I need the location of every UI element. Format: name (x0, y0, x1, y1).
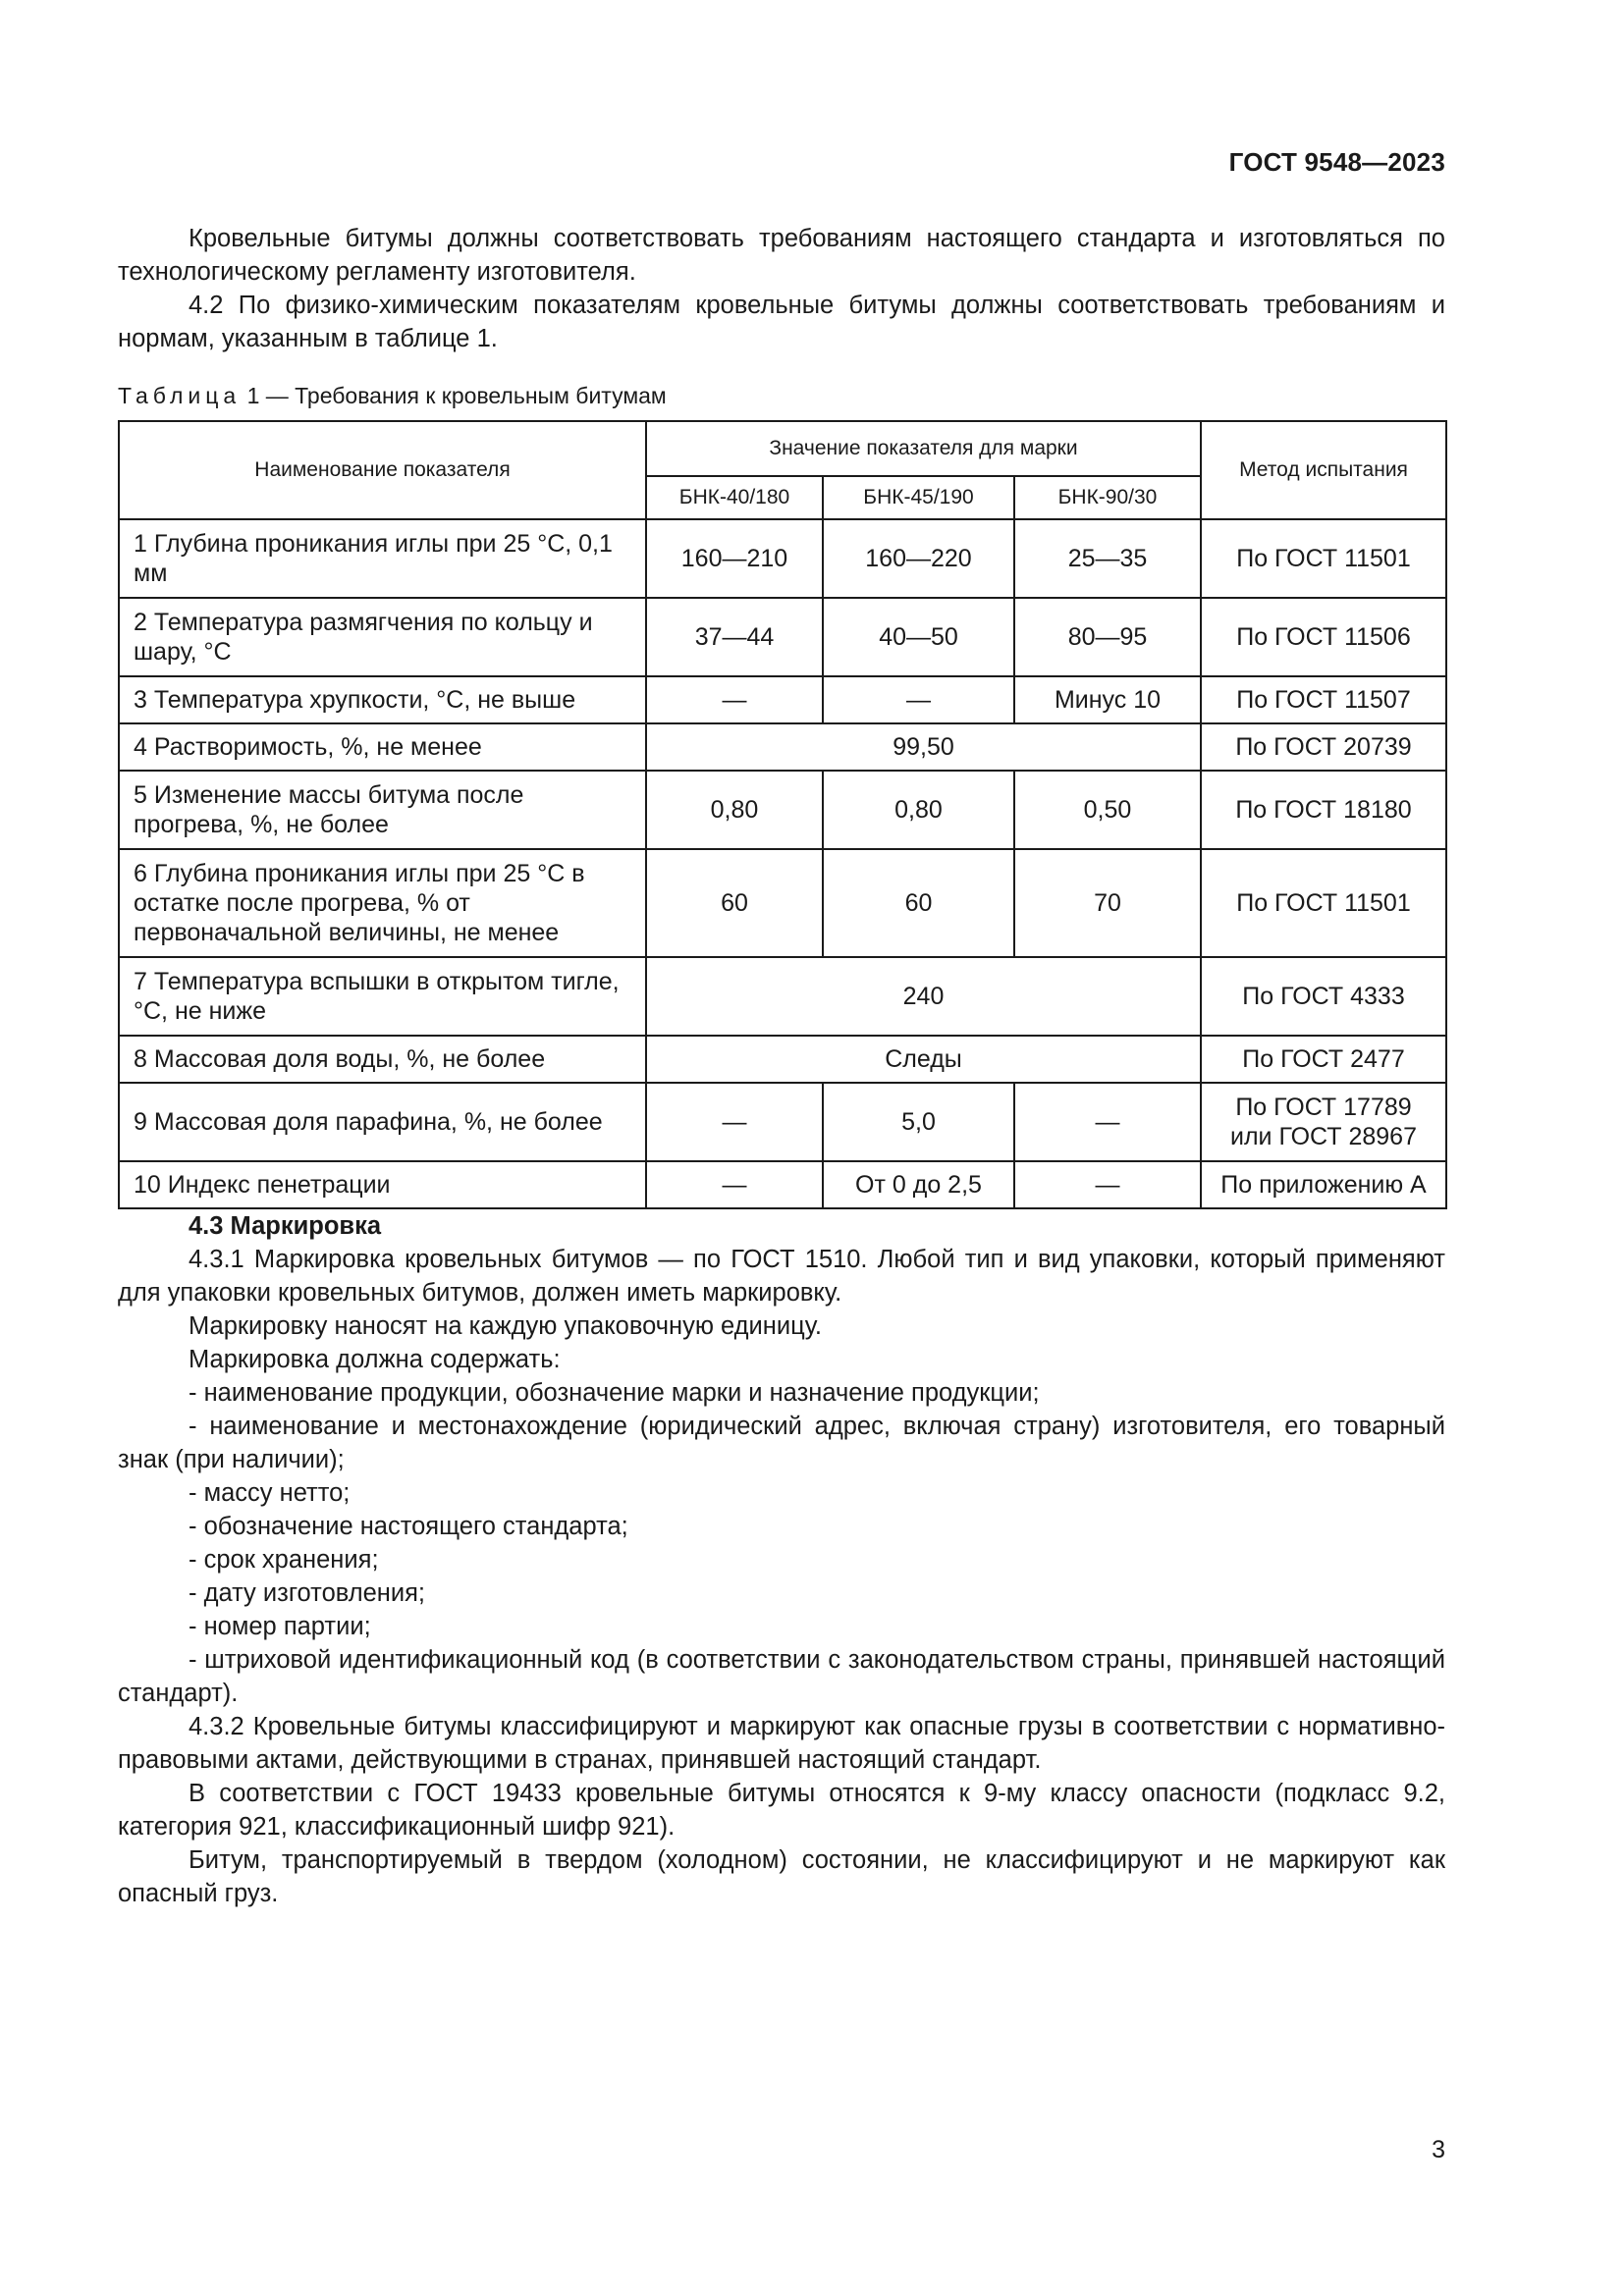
row-name: 2 Температура размягчения по кольцу и шару, °С (119, 598, 646, 676)
section-paragraph-5: В соответствии с ГОСТ 19433 кровельные битумы относятся к 9-му классу опасности (подкласс 9.2, категория 921, классификационный шифр 921). (118, 1780, 1445, 1841)
row-value-brand-1: — (646, 1083, 823, 1161)
row-method: По ГОСТ 20739 (1201, 723, 1446, 771)
header-value-group: Значение показателя для марки (646, 421, 1201, 476)
row-name: 9 Массовая доля парафина, %, не более (119, 1083, 646, 1161)
row-value-brand-2: От 0 до 2,5 (823, 1161, 1014, 1208)
list-item: - обозначение настоящего стандарта; (189, 1513, 628, 1540)
row-value-brand-1: 160—210 (646, 519, 823, 598)
row-name: 1 Глубина проникания иглы при 25 °С, 0,1 мм (119, 519, 646, 598)
section-heading: 4.3 Маркировка (189, 1212, 382, 1240)
intro-paragraph-2: 4.2 По физико-химическим показателям кровельные битумы должны соответствовать требованиям и нормам, указанным в таблице 1. (118, 292, 1445, 352)
row-value-brand-3: — (1014, 1161, 1201, 1208)
table-row (119, 676, 1446, 723)
row-value-brand-3: 0,50 (1014, 771, 1201, 849)
section-paragraph-3: Маркировка должна содержать: (189, 1346, 561, 1373)
document-code: ГОСТ 9548—2023 (1228, 147, 1445, 177)
row-value-brand-1: — (646, 1161, 823, 1208)
header-brand-1: БНК-40/180 (646, 476, 823, 519)
row-method: По ГОСТ 11501 (1201, 519, 1446, 598)
row-value-brand-1: 37—44 (646, 598, 823, 676)
header-indicator-name: Наименование показателя (119, 421, 646, 519)
list-item: - номер партии; (189, 1613, 371, 1640)
row-value-brand-2: 0,80 (823, 771, 1014, 849)
list-item: - дату изготовления; (189, 1579, 425, 1607)
row-method: По ГОСТ 11506 (1201, 598, 1446, 676)
row-value-brand-3: 80—95 (1014, 598, 1201, 676)
section-paragraph-1: 4.3.1 Маркировка кровельных битумов — по ГОСТ 1510. Любой тип и вид упаковки, который применяют для упаковки кровельных битумов, должен иметь маркировку. (118, 1246, 1445, 1307)
row-name: 10 Индекс пенетрации (119, 1161, 646, 1208)
row-value-brand-2: 160—220 (823, 519, 1014, 598)
row-value-all-brands: Следы (646, 1036, 1201, 1083)
row-value-brand-2: 5,0 (823, 1083, 1014, 1161)
row-name: 5 Изменение массы битума после прогрева, %, не более (119, 771, 646, 849)
requirements-table (118, 420, 1447, 1209)
row-method: По ГОСТ 4333 (1201, 957, 1446, 1036)
row-value-brand-2: — (823, 676, 1014, 723)
table-row (119, 598, 1446, 676)
table-row (119, 1036, 1446, 1083)
row-value-brand-3: 70 (1014, 849, 1201, 957)
table-caption-word: Таблица (118, 383, 242, 408)
section-paragraph-2: Маркировку наносят на каждую упаковочную единицу. (189, 1312, 823, 1340)
table-row (119, 519, 1446, 598)
row-value-brand-3: — (1014, 1083, 1201, 1161)
row-value-brand-1: — (646, 676, 823, 723)
row-method: По ГОСТ 11501 (1201, 849, 1446, 957)
table-row (119, 1083, 1446, 1161)
row-name: 4 Растворимость, %, не менее (119, 723, 646, 771)
row-value-brand-1: 0,80 (646, 771, 823, 849)
header-brand-2: БНК-45/190 (823, 476, 1014, 519)
table-row (119, 1161, 1446, 1208)
list-item: - наименование и местонахождение (юридический адрес, включая страну) изготовителя, его товарный знак (при наличии); (118, 1413, 1445, 1473)
row-method: По ГОСТ 17789 или ГОСТ 28967 (1201, 1083, 1446, 1161)
row-value-brand-3: 25—35 (1014, 519, 1201, 598)
row-value-brand-2: 60 (823, 849, 1014, 957)
list-item: - наименование продукции, обозначение марки и назначение продукции; (189, 1379, 1040, 1407)
table-row (119, 849, 1446, 957)
table-row (119, 771, 1446, 849)
header-test-method: Метод испытания (1201, 421, 1446, 519)
list-item: - штриховой идентификационный код (в соответствии с законодательством страны, принявшей настоящий стандарт). (118, 1646, 1445, 1707)
page-content (118, 222, 1445, 1910)
intro-paragraph-1: Кровельные битумы должны соответствовать требованиям настоящего стандарта и изготовляться по технологическому регламенту изготовителя. (118, 225, 1445, 286)
row-method: По ГОСТ 2477 (1201, 1036, 1446, 1083)
row-method: По ГОСТ 11507 (1201, 676, 1446, 723)
row-name: 6 Глубина проникания иглы при 25 °С в остатке после прогрева, % от первоначальной величины, не менее (119, 849, 646, 957)
row-value-all-brands: 99,50 (646, 723, 1201, 771)
section-paragraph-4: 4.3.2 Кровельные битумы классифицируют и маркируют как опасные грузы в соответствии с нормативно-правовыми актами, действующими в странах, принявшей настоящий стандарт. (118, 1713, 1445, 1774)
row-value-brand-2: 40—50 (823, 598, 1014, 676)
list-item: - срок хранения; (189, 1546, 379, 1574)
row-name: 7 Температура вспышки в открытом тигле, °С, не ниже (119, 957, 646, 1036)
table-caption (118, 381, 1445, 410)
table-row (119, 723, 1446, 771)
table-caption-title: 1 — Требования к кровельным битумам (241, 383, 667, 408)
row-method: По приложению А (1201, 1161, 1446, 1208)
row-name: 8 Массовая доля воды, %, не более (119, 1036, 646, 1083)
page-number: 3 (1432, 2136, 1445, 2163)
row-value-brand-3: Минус 10 (1014, 676, 1201, 723)
row-value-all-brands: 240 (646, 957, 1201, 1036)
row-name: 3 Температура хрупкости, °С, не выше (119, 676, 646, 723)
table-row (119, 957, 1446, 1036)
header-brand-3: БНК-90/30 (1014, 476, 1201, 519)
row-method: По ГОСТ 18180 (1201, 771, 1446, 849)
row-value-brand-1: 60 (646, 849, 823, 957)
section-paragraph-6: Битум, транспортируемый в твердом (холодном) состоянии, не классифицируют и не маркируют как опасный груз. (118, 1846, 1445, 1907)
list-item: - массу нетто; (189, 1479, 351, 1507)
